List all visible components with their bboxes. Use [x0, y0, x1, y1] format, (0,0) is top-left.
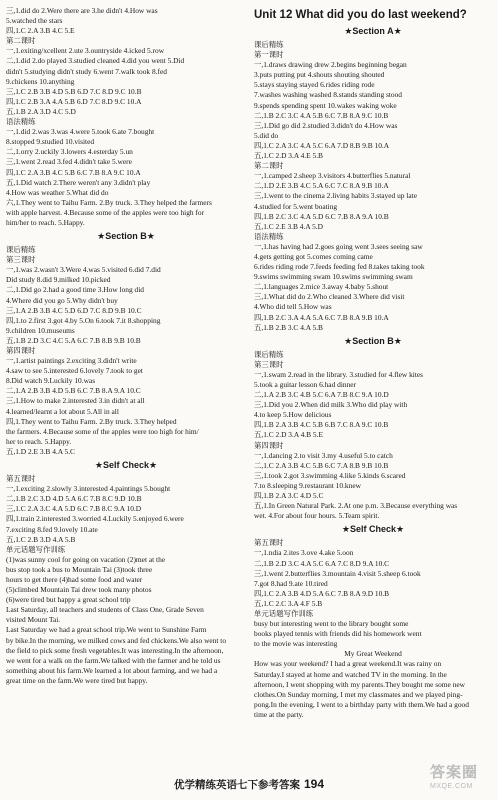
answer-line: 5.stays staying stayed 6.rides riding rode — [254, 80, 375, 90]
answer-line: 三,1.went to the cinema 2.living habits 3.stayed up late — [254, 191, 417, 201]
answer-line: 4.gets getting got 5.comes coming came — [254, 251, 373, 261]
answer-line: 二,1.did 2.do played 3.studied cleaned 4.did you went 5.Did — [6, 56, 185, 66]
watermark-main-text: 答案圈 — [430, 764, 479, 781]
answer-line: 一,1.draws drawing drew 2.begins beginning began — [254, 60, 407, 70]
answer-line: 三,1.A 2.B 3.B 4.C 5.D 6.D 7.C 8.D 9.B 10.C — [6, 305, 142, 315]
answer-line: 四,1.They went to Taihu Farm. 2.By truck. 3.They helped — [6, 416, 177, 426]
answer-line: 3.puts putting put 4.shouts shouting shouted — [254, 70, 385, 80]
section-heading: ★Section B★ — [97, 231, 155, 242]
answer-line: 9.chickens 10.anything — [6, 76, 75, 86]
answer-line: 第二课时 — [6, 36, 36, 46]
answer-line: 三,1.How to make 2.interested 3.in didn't at all — [6, 396, 145, 406]
answer-line: How was your weekend? I had a great weekend.It was rainy on — [254, 659, 442, 669]
answer-line: 六,1.They went to Taihu Farm. 2.By truck. 3.They helped the farmers — [6, 197, 212, 207]
answer-line: 四,1.train 2.interested 3.worried 4.Luckily 5.enjoyed 6.were — [6, 514, 184, 524]
answer-line: 5.watched the stars — [6, 16, 63, 26]
answer-line: 5.took a guitar lesson 6.had dinner — [254, 380, 357, 389]
answer-line: afternoon, I went shopping with my parents.They bought me some new — [254, 679, 466, 689]
answer-line: 三,1.took 2.got 3.swimming 4.like 5.kinds 6.scared — [254, 470, 406, 480]
answer-line: her to reach. 5.Happy. — [6, 436, 72, 446]
answer-line: 四,1.B 2.A 3.C 4.D 5.C — [254, 491, 324, 501]
answer-line: 四,1.C 2.A 3.B 4.C 5.E — [6, 26, 75, 36]
answer-line: 五,1.B 2.A 3.D 4.C 5.D — [6, 106, 76, 116]
answer-line: 二,1.D 2.E 3.B 4.C 5.A 6.C 7.C 8.A 9.B 10.A — [254, 181, 389, 191]
answer-line: 7.exciting 8.fed 9.lovely 10.ate — [6, 524, 98, 534]
answer-line: 9.spends spending spent 10.wakes waking woke — [254, 100, 397, 110]
answer-line: (5)climbed Mountain Tai drew took many photos — [6, 585, 152, 595]
answer-line: 4.How was weather 5.What did do — [6, 187, 109, 197]
answer-line: 课后精练 — [6, 245, 36, 255]
answer-line: 第三课时 — [254, 359, 284, 369]
answer-line: 五,1.Did watch 2.There weren't any 3.didn't play — [6, 177, 151, 187]
answer-line: time at the party. — [254, 709, 304, 719]
answer-line: 7.washes washing washed 8.stands standing stood — [254, 90, 403, 100]
answer-line: 4.learned/learnt a lot about 5.All in all — [6, 406, 119, 416]
answer-line: 三,1.Did go did 2.studied 3.didn't do 4.How was — [254, 120, 398, 130]
answer-line: 五,1.C 2.D 3.A 4.E 5.B — [254, 151, 323, 161]
answer-line: 8.Did watch 9.Luckily 10.was — [6, 376, 96, 386]
unit-title: Unit 12 What did you do last weekend? — [254, 9, 467, 21]
answer-line: didn't 5.studying didn't study 6.went 7.walk took 8.fed — [6, 66, 167, 76]
answer-line: 二,1.A 2.B 3.B 4.D 5.B 6.C 7.B 8.A 9.A 10.C — [6, 386, 141, 396]
answer-line: 五,1.C 2.D 3.A 4.B 5.E — [254, 430, 323, 440]
answer-line: 四,1.C 2.A 3.B 4.D 5.A 6.C 7.B 8.A 9.D 10.B — [254, 588, 390, 598]
answer-line: 一,1.did 2.was 3.was 4.were 5.took 6.ate 7.bought — [6, 127, 155, 137]
answer-line: (1)was sunny cool for going on vacation (2)met at the — [6, 554, 166, 564]
answer-line: Did study 8.did 9.milked 10.picked — [6, 275, 111, 285]
answer-line: 7.got 8.had 9.ate 10.tired — [254, 578, 328, 588]
answer-line: 9.swims swimming swam 10.swims swimming swam — [254, 272, 413, 282]
answer-line: the farmers. 4.Because some of the apples were too high for him/ — [6, 426, 199, 436]
answer-line: by bike.In the morning, we milked cows and fed chickens.We also went to — [6, 635, 227, 645]
answer-line: 第一课时 — [254, 50, 284, 60]
answer-line: 一,1.swam 2.read in the library. 3.studied for 4.flew kites — [254, 369, 424, 379]
answer-line: 四,1.B 2.A 3.B 4.C 5.B 6.B 7.C 8.A 9.C 10.B — [254, 420, 389, 430]
book-title: 优学精练英语七下参考答案 — [173, 779, 300, 791]
answer-line: 4.studied for 5.went boating — [254, 201, 338, 211]
answer-line: 课后精练 — [254, 40, 284, 49]
answer-line: 一,1.has having had 2.goes going went 3.sees seeing saw — [254, 241, 423, 251]
answer-line: 课后精练 — [254, 349, 284, 359]
section-heading: ★Section A★ — [344, 26, 402, 36]
answer-line: visited Mount Tai. — [6, 615, 61, 625]
answer-line: (6)were tired but happy a great school trip — [6, 595, 131, 605]
answer-line: clothes.On Sunday morning, I met my classmates and we played ping- — [254, 689, 463, 699]
answer-line: 第二课时 — [254, 161, 284, 171]
answer-line: 5.did do — [254, 130, 279, 140]
answer-line: 4.saw to see 5.interested 6.lovely 7.took to get — [6, 366, 143, 376]
answer-line: 一,1.artist paintings 2.exciting 3.didn't write — [6, 356, 137, 366]
answer-line: 四,1.to 2.first 3.got 4.by 5.On 6.took 7.it 8.shopping — [6, 315, 161, 325]
answer-line: 4.to keep 5.How delicious — [254, 410, 332, 420]
answer-line: books played tennis with friends did his homework went — [254, 629, 422, 639]
answer-line: Saturday.I stayed at home and watched TV in the morning. In the — [254, 669, 447, 679]
answer-line: 四,1.C 2.A 3.C 4.A 5.C 6.A 7.D 8.B 9.B 10.A — [254, 140, 390, 150]
answer-line: 第三课时 — [6, 255, 36, 265]
answer-line: him/her to reach. 5.Happy. — [6, 217, 85, 227]
answer-line: pong.In the evening, I went to a birthday party with them.We had a good — [254, 699, 469, 709]
answer-line: 二,1.B 2.C 3.D 4.D 5.A 6.C 7.B 8.C 9.D 10.B — [6, 494, 142, 504]
answer-line: 五,1.C 2.C 3.A 4.F 5.B — [254, 598, 323, 608]
answer-line: 二,1.C 2.A 3.B 4.C 5.B 6.C 7.A 8.B 9.B 10.B — [254, 460, 389, 470]
answer-line: 一,1.exciting 2.slowly 3.interested 4.paintings 5.bought — [6, 484, 171, 494]
answer-line: great time on the farm.We were tired but happy. — [6, 675, 148, 685]
answer-line: 三,1.went 2.read 3.fed 4.didn't take 5.were — [6, 157, 132, 167]
answer-line: 一,1.was 2.wasn't 3.Were 4.was 5.visited 6.did 7.did — [6, 265, 161, 275]
answer-line: 8.stopped 9.studied 10.visited — [6, 137, 95, 147]
answer-line: 二,1.languages 2.mice 3.away 4.baby 5.shout — [254, 282, 389, 292]
answer-line: 单元话题写作训练 — [6, 544, 66, 554]
left-answer-column — [6, 6, 246, 686]
answer-line: 三,1.did do 2.Were there are 3.he didn't 4.How was — [6, 6, 158, 15]
answer-line: 一,1.camped 2.sheep 3.visitors 4.butterflies 5.natural — [254, 171, 411, 181]
answer-line: 语法精练 — [6, 117, 36, 127]
answer-line: 四,1.C 2.B 3.A 4.A 5.B 6.D 7.C 8.D 9.C 10.A — [6, 96, 142, 106]
answer-line: busy but interesting went to the library bought some — [254, 619, 409, 629]
answer-line: Last Saturday, all teachers and students of Class One, Grade Seven — [6, 605, 204, 615]
answer-line: Last Saturday we had a great school trip.We went to Sunshine Farm — [6, 625, 207, 635]
answer-line: 二,1.orry 2.uckily 3.lowers 4.esterday 5.un — [6, 147, 133, 157]
answer-line: 三,1.went 2.butterflies 3.mountain 4.visit 5.sheep 6.took — [254, 568, 421, 578]
right-answer-column — [254, 6, 492, 720]
answer-line: 单元话题写作训练 — [254, 608, 314, 618]
answer-line: 四,1.B 2.C 3.C 4.A 5.D 6.C 7.B 8.A 9.A 10.B — [254, 211, 389, 221]
answer-line: 一,1.exiting/xcellent 2.ute 3.ountryside 4.icked 5.row — [6, 46, 165, 56]
answer-line: 五,1.B 2.B 3.C 4.A 5.B — [254, 322, 323, 332]
watermark-sub-text: MXQE.COM — [430, 783, 473, 790]
answer-line: 二,1.B 2.C 3.C 4.A 5.B 6.C 7.B 8.A 9.C 10.B — [254, 110, 389, 120]
answer-line: something about his farm.We learned a lot about farming, and we had a — [6, 665, 218, 675]
answer-line: 语法精练 — [254, 231, 284, 241]
answer-line: with apple harvest. 4.Because some of the apples were too high for — [6, 207, 205, 217]
answer-line: 二,1.A 2.B 3.C 4.B 5.C 6.A 7.B 8.C 9.A 10.D — [254, 390, 389, 400]
answer-line: 第五课时 — [254, 538, 284, 548]
answer-line: 三,1.What did do 2.Who cleaned 3.Where did visit — [254, 292, 405, 302]
answer-line: 五,1.D 2.E 3.B 4.A 5.C — [6, 446, 75, 456]
answer-line: 五,1.B 2.D 3.C 4.C 5.A 6.C 7.B 8.B 9.B 10.B — [6, 335, 141, 345]
section-heading: ★Self Check★ — [341, 524, 405, 535]
answer-line: 第四课时 — [254, 440, 284, 450]
page-footer — [0, 774, 498, 794]
answer-line: 4.Where did you go 5.Why didn't buy — [6, 295, 118, 305]
answer-line: 四,1.B 2.C 3.A 4.A 5.A 6.C 7.B 8.A 9.B 10.A — [254, 312, 389, 322]
page-number: 194 — [303, 777, 325, 791]
section-heading: ★Self Check★ — [94, 460, 158, 471]
answer-line: 一,1.ndia 2.ites 3.ove 4.ake 5.oon — [254, 548, 354, 558]
answer-line: wet. 4.For about four hours. 5.Team spirit. — [254, 511, 380, 521]
answer-line: we went for a walk on the farm.We talked with the farmer and he told us — [6, 655, 221, 665]
answer-line: 6.rides riding rode 7.feeds feeding fed 8.takes taking took — [254, 262, 425, 272]
answer-line: 五,1.C 2.E 3.B 4.A 5.D — [254, 221, 323, 231]
answer-line: bus stop took a bus to Mountain Tai (3)took three — [6, 564, 153, 574]
answer-line: 四,1.C 2.A 3.B 4.C 5.B 6.C 7.B 8.A 9.C 10.A — [6, 167, 141, 177]
section-heading: ★Section B★ — [344, 335, 402, 346]
answer-line: 第五课时 — [6, 474, 36, 484]
answer-line: 9.children 10.museums — [6, 325, 75, 335]
watermark-logo — [430, 764, 492, 796]
answer-line: 一,1.dancing 2.to visit 3.my 4.useful 5.to catch — [254, 450, 393, 460]
essay-title: My Great Weekend — [344, 649, 402, 659]
answer-line: 三,1.C 2.B 3.B 4.D 5.B 6.D 7.C 8.D 9.C 10.B — [6, 86, 142, 96]
answer-line: 三,1.C 2.A 3.C 4.A 5.D 6.C 7.B 8.C 9.A 10.D — [6, 504, 142, 514]
answer-line: 二,1.B 2.D 3.C 4.A 5.C 6.A 7.C 8.D 9.A 10.C — [254, 558, 390, 568]
answer-line: 7.to 8.sleeping 9.restaurant 10.knew — [254, 480, 361, 490]
answer-line: 三,1.Did you 2.When did milk 3.Who did play with — [254, 400, 408, 410]
answer-line: 第四课时 — [6, 346, 36, 355]
answer-line: 五,1.In Green Natural Park. 2.At one p.m. 3.Because everything was — [254, 501, 458, 511]
answer-line: 二,1.Did go 2.had a good time 3.How long did — [6, 285, 144, 295]
answer-line: hours to get there (4)had some food and water — [6, 574, 143, 584]
answer-line: to the movie was interesting — [254, 639, 338, 649]
answer-line: 五,1.C 2.B 3.D 4.A 5.B — [6, 534, 76, 544]
answer-line: the field to pick some fresh vegetables.It was interesting.In the afternoon, — [6, 645, 224, 655]
answer-line: 4.Who did tell 5.How was — [254, 302, 332, 312]
